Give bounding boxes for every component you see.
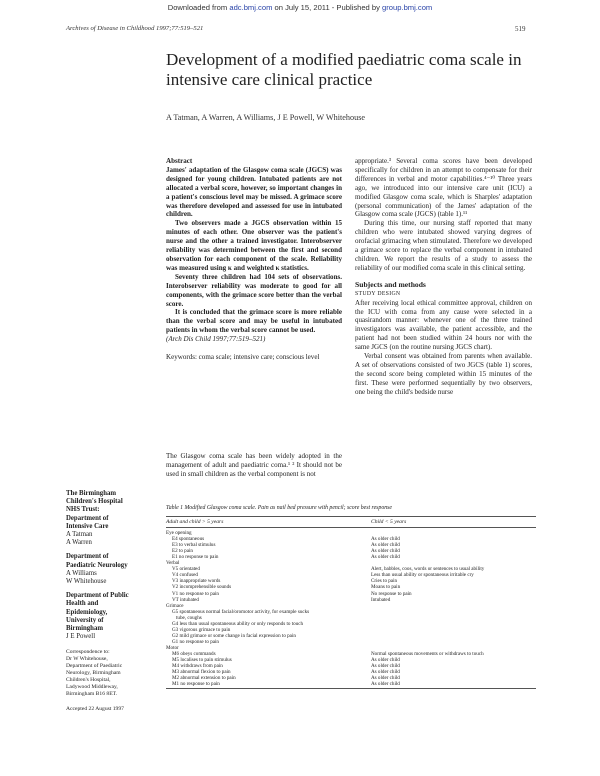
table-cell-adult: VT intubated: [172, 596, 199, 603]
table-cell-adult: V2 incomprehensible sounds: [172, 584, 232, 591]
table-cell-child: As older child: [371, 663, 400, 670]
table-cell-adult: V4 confused: [172, 572, 198, 579]
table-cell-adult: Grimace: [166, 602, 184, 609]
abstract-citation: (Arch Dis Child 1997;77:519–521): [166, 335, 266, 344]
table-cell-child: Alert, babbles, coos, words or sentences to usual ability: [371, 566, 485, 573]
intro-paragraph: The Glasgow coma scale has been widely adopted in the management of adult and paediatric coma.¹ ² It should not be used in small children as the verbal component is not: [166, 452, 342, 478]
publisher-link[interactable]: group.bmj.com: [382, 3, 433, 12]
table-cell-child: Normal spontaneous movements or withdraws to touch: [371, 650, 484, 657]
table-caption: Table 1 Modified Glasgow coma scale. Pain as nail bed pressure with pencil; score best response: [166, 505, 392, 511]
table-cell-adult: E2 to pain: [172, 548, 193, 555]
table-row: [166, 681, 536, 687]
right-column: [355, 157, 532, 397]
table-header-row: [166, 517, 536, 527]
table-body: [166, 528, 536, 688]
affiliation-group: [66, 490, 162, 547]
affiliation-line: Epidemiology,: [66, 608, 108, 616]
table-cell-adult: M6 obeys commands: [172, 650, 216, 657]
affiliation-line: Department of: [66, 553, 109, 561]
affiliations-sidebar: [66, 490, 162, 713]
introduction-column: [166, 452, 342, 479]
correspondence-line: Children's Hospital,: [66, 677, 111, 684]
journal-reference: Archives of Disease in Childhood 1997;77:519–521: [66, 25, 204, 32]
table-cell-child: As older child: [371, 536, 400, 543]
affiliation-name: A Warren: [66, 539, 92, 547]
accepted-date: Accepted 22 August 1997: [66, 706, 124, 713]
table-cell-adult: V1 no response to pain: [172, 590, 219, 597]
source-link[interactable]: adc.bmj.com: [229, 3, 273, 12]
table-cell-adult: G1 no response to pain: [172, 638, 219, 645]
affiliation-group: [66, 592, 162, 641]
table-cell-child: Moans to pain: [371, 584, 401, 591]
table-cell-child: As older child: [371, 657, 400, 664]
correspondence-line: Dr W Whitehouse,: [66, 656, 108, 663]
table-cell-child: As older child: [371, 669, 400, 676]
body-paragraph: appropriate.³ Several coma scores have been developed specifically for children in an attempt to compensate for their differences in verbal and motor capabilities.⁴⁻¹⁰ Three years ago, we introduced into our intensive care unit (ICU) a modified Glasgow coma scale, which is Sharples' adaptation (personal communication) of the James' adaptation of the Glasgow coma scale (JGCS) (table 1).¹¹: [355, 157, 532, 219]
col2-header: Child < 5 years: [371, 519, 407, 526]
table-cell-adult: Motor: [166, 644, 179, 651]
affiliation-line: University of: [66, 616, 104, 624]
coma-scale-table: [166, 505, 536, 689]
table-bottom-rule: [166, 688, 536, 689]
affiliation-line: Department of Public: [66, 592, 129, 600]
correspondence: [66, 649, 162, 698]
page-number: 519: [515, 25, 526, 33]
abstract-paragraph: Two observers made a JGCS observation within 15 minutes of each other. One observer was the patient's nurse and the other a trained investigator. Interobserver reliability was determined between the first and second observation for each component of the scale. Reliability was measured using κ and weighted κ statistics.: [166, 219, 342, 272]
table-cell-adult: G5 spontaneous normal facial/oromotor activity, for example sucks: [172, 608, 310, 615]
correspondence-line: Ladywood Middleway,: [66, 684, 118, 691]
affiliation-line: Birmingham: [66, 625, 104, 633]
correspondence-line: Birmingham B16 8ET.: [66, 691, 118, 698]
table-cell-child: No response to pain: [371, 590, 412, 597]
table-cell-adult: G2 mild grimace or some change in facial expression to pain: [172, 632, 296, 639]
correspondence-line: Neurology, Birmingham: [66, 670, 121, 677]
table-cell-adult: E4 spontaneous: [172, 536, 205, 543]
abstract-heading: Abstract: [166, 157, 193, 165]
table-cell-adult: Eye opening: [166, 530, 192, 537]
correspondence-line: Correspondence to:: [66, 649, 110, 656]
table-cell-adult: E1 no response to pain: [172, 554, 219, 561]
keywords: Keywords: coma scale; intensive care; conscious level: [166, 353, 320, 362]
abstract-paragraph: James' adaptation of the Glasgow coma scale (JGCS) was designed for young children. Intubated patients are not allocated a verbal score, however, so important changes in a patient's conscious level may be missed. A grimace score was therefore developed and assessed for use in intubated children.: [166, 165, 342, 219]
table-cell-adult: G3 vigorous grimace to pain: [172, 626, 231, 633]
download-banner: [0, 3, 600, 12]
table-cell-child: Intubated: [371, 596, 391, 603]
affiliation-line: The Birmingham: [66, 490, 117, 497]
download-prefix: Downloaded from: [167, 3, 230, 12]
table-cell-adult: M2 abnormal extension to pain: [172, 675, 236, 682]
affiliation-name: W Whitehouse: [66, 578, 107, 586]
table-cell-child: Less than usual ability or spontaneous irritable cry: [371, 572, 474, 579]
table-cell-adult: V3 inappropriate words: [172, 578, 221, 585]
table-cell-adult: G4 less than usual spontaneous ability or only responds to touch: [172, 620, 304, 627]
table-cell-adult: Verbal: [166, 560, 180, 567]
affiliation-line: Department of: [66, 514, 109, 522]
abstract-paragraph: Seventy three children had 104 sets of observations. Interobserver reliability was moderate to good for all components, with the grimace score better than the verbal score.: [166, 272, 342, 308]
affiliation-name: A Williams: [66, 569, 97, 577]
table-cell-adult: M1 no response to pain: [172, 681, 220, 688]
table-cell-adult: tube, coughs: [176, 614, 202, 621]
table-cell-child: As older child: [371, 542, 400, 549]
article-title: Development of a modified paediatric coma scale in intensive care clinical practice: [166, 50, 522, 89]
col1-header: Adult and child > 5 years: [166, 519, 224, 526]
body-paragraph: Verbal consent was obtained from parents when available. A set of observations consisted of two JGCS (table 1) scores, the second score being completed within 15 minutes of the first. These were performed sequentially by two observers, one being the child's bedside nurse: [355, 352, 532, 396]
author-list: A Tatman, A Warren, A Williams, J E Powell, W Whitehouse: [166, 113, 366, 122]
affiliation-name: A Tatman: [66, 531, 93, 539]
affiliation-line: Health and: [66, 600, 99, 608]
download-middle: on July 15, 2011 - Published by: [272, 3, 383, 12]
affiliation-line: Paediatric Neurology: [66, 561, 128, 569]
study-design-subheading: STUDY DESIGN: [355, 290, 401, 297]
affiliation-line: Children's Hospital: [66, 498, 123, 506]
methods-heading: Subjects and methods: [355, 279, 426, 289]
correspondence-line: Department of Paediatric: [66, 663, 123, 670]
table-cell-child: As older child: [371, 681, 400, 688]
affiliation-name: J E Powell: [66, 633, 96, 641]
table-cell-adult: M3 abnormal flexion to pain: [172, 669, 231, 676]
table-cell-child: As older child: [371, 548, 400, 555]
table-cell-adult: M4 withdraws from pain: [172, 663, 223, 670]
table-cell-adult: E3 to verbal stimulus: [172, 542, 216, 549]
affiliation-line: Intensive Care: [66, 522, 109, 530]
table-cell-adult: V5 orientated: [172, 566, 200, 573]
table-cell-child: As older child: [371, 675, 400, 682]
body-paragraph: After receiving local ethical committee approval, children on the ICU with coma from any cause were selected in a quasirandom manner: whenever one of the three trained investigators was available, the patient accessible, and the patient had not been studied within 24 hours nor with the same JGCS (on the routine nursing JGCS chart).: [355, 298, 532, 352]
affiliation-group: [66, 553, 162, 586]
abstract-column: [166, 157, 342, 362]
abstract-paragraph: It is concluded that the grimace score is more reliable than the verbal score and may be useful in intubated patients in whom the verbal score cannot be used.: [166, 308, 342, 335]
table-cell-child: Cries to pain: [371, 578, 398, 585]
body-paragraph: During this time, our nursing staff reported that many children who were intubated showed varying degrees of orofacial grimacing when stimulated. Therefore we developed a grimace score to replace the verbal component in intubated children. We report the results of a study to assess the reliability of our modified coma scale in this clinical setting.: [355, 219, 532, 272]
table-cell-adult: M5 localises to pain stimulus: [172, 657, 232, 664]
affiliation-line: NHS Trust:: [66, 506, 100, 514]
table-cell-child: As older child: [371, 554, 400, 561]
